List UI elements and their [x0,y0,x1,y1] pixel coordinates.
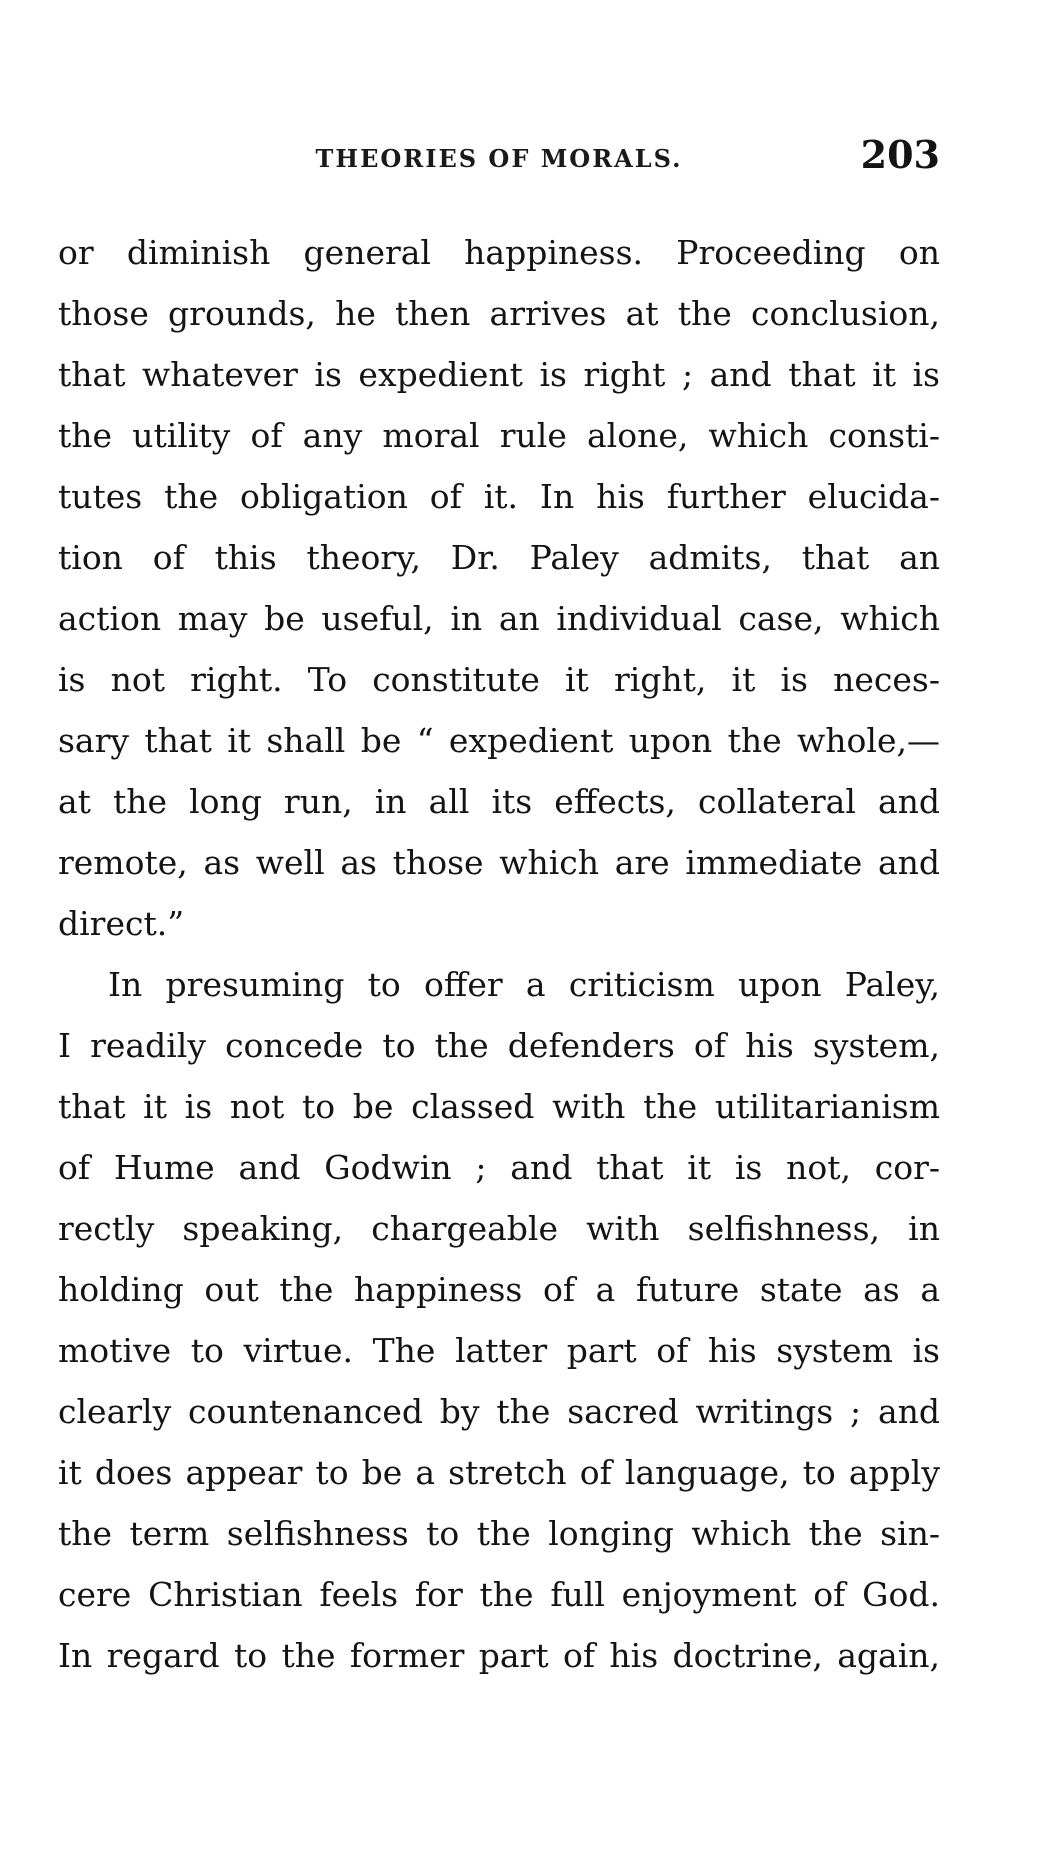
text-line: tion of this theory, Dr. Paley admits, that an [58,538,940,577]
text-line: In presuming to offer a criticism upon Paley, [108,965,940,1004]
text-line: action may be useful, in an individual case, which [58,599,940,638]
running-title: THEORIES OF MORALS. [315,144,683,173]
text-line: is not right. To constitute it right, it is neces- [58,660,940,699]
text-line: the utility of any moral rule alone, which consti- [58,416,940,455]
text-line: In regard to the former part of his doctrine, again, [58,1636,940,1675]
text-line: I readily concede to the defenders of his system, [58,1026,940,1065]
text-line: the term selfishness to the longing which the sin- [58,1514,940,1553]
paragraph-2 [58,954,940,1686]
text-line: clearly countenanced by the sacred writings ; and [58,1392,940,1431]
text-line: of Hume and Godwin ; and that it is not, cor- [58,1148,940,1187]
body-text [58,222,940,1686]
text-line: that whatever is expedient is right ; and that it is [58,355,940,394]
text-line: that it is not to be classed with the utilitarianism [58,1087,940,1126]
text-line: sary that it shall be “ expedient upon the whole,— [58,721,940,760]
page-number: 203 [860,132,940,177]
paragraph-1 [58,222,940,954]
text-line: tutes the obligation of it. In his further elucida- [58,477,940,516]
text-line: or diminish general happiness. Proceeding on [58,233,940,272]
text-line: cere Christian feels for the full enjoyment of God. [58,1575,940,1614]
text-line: at the long run, in all its effects, collateral and [58,782,940,821]
running-head [58,132,940,188]
text-line: direct.” [58,904,185,943]
text-line: those grounds, he then arrives at the conclusion, [58,294,940,333]
text-line: motive to virtue. The latter part of his system is [58,1331,940,1370]
text-line: holding out the happiness of a future state as a [58,1270,940,1309]
text-line: remote, as well as those which are immediate and [58,843,940,882]
text-line: rectly speaking, chargeable with selfishness, in [58,1209,940,1248]
text-line: it does appear to be a stretch of language, to apply [58,1453,940,1492]
